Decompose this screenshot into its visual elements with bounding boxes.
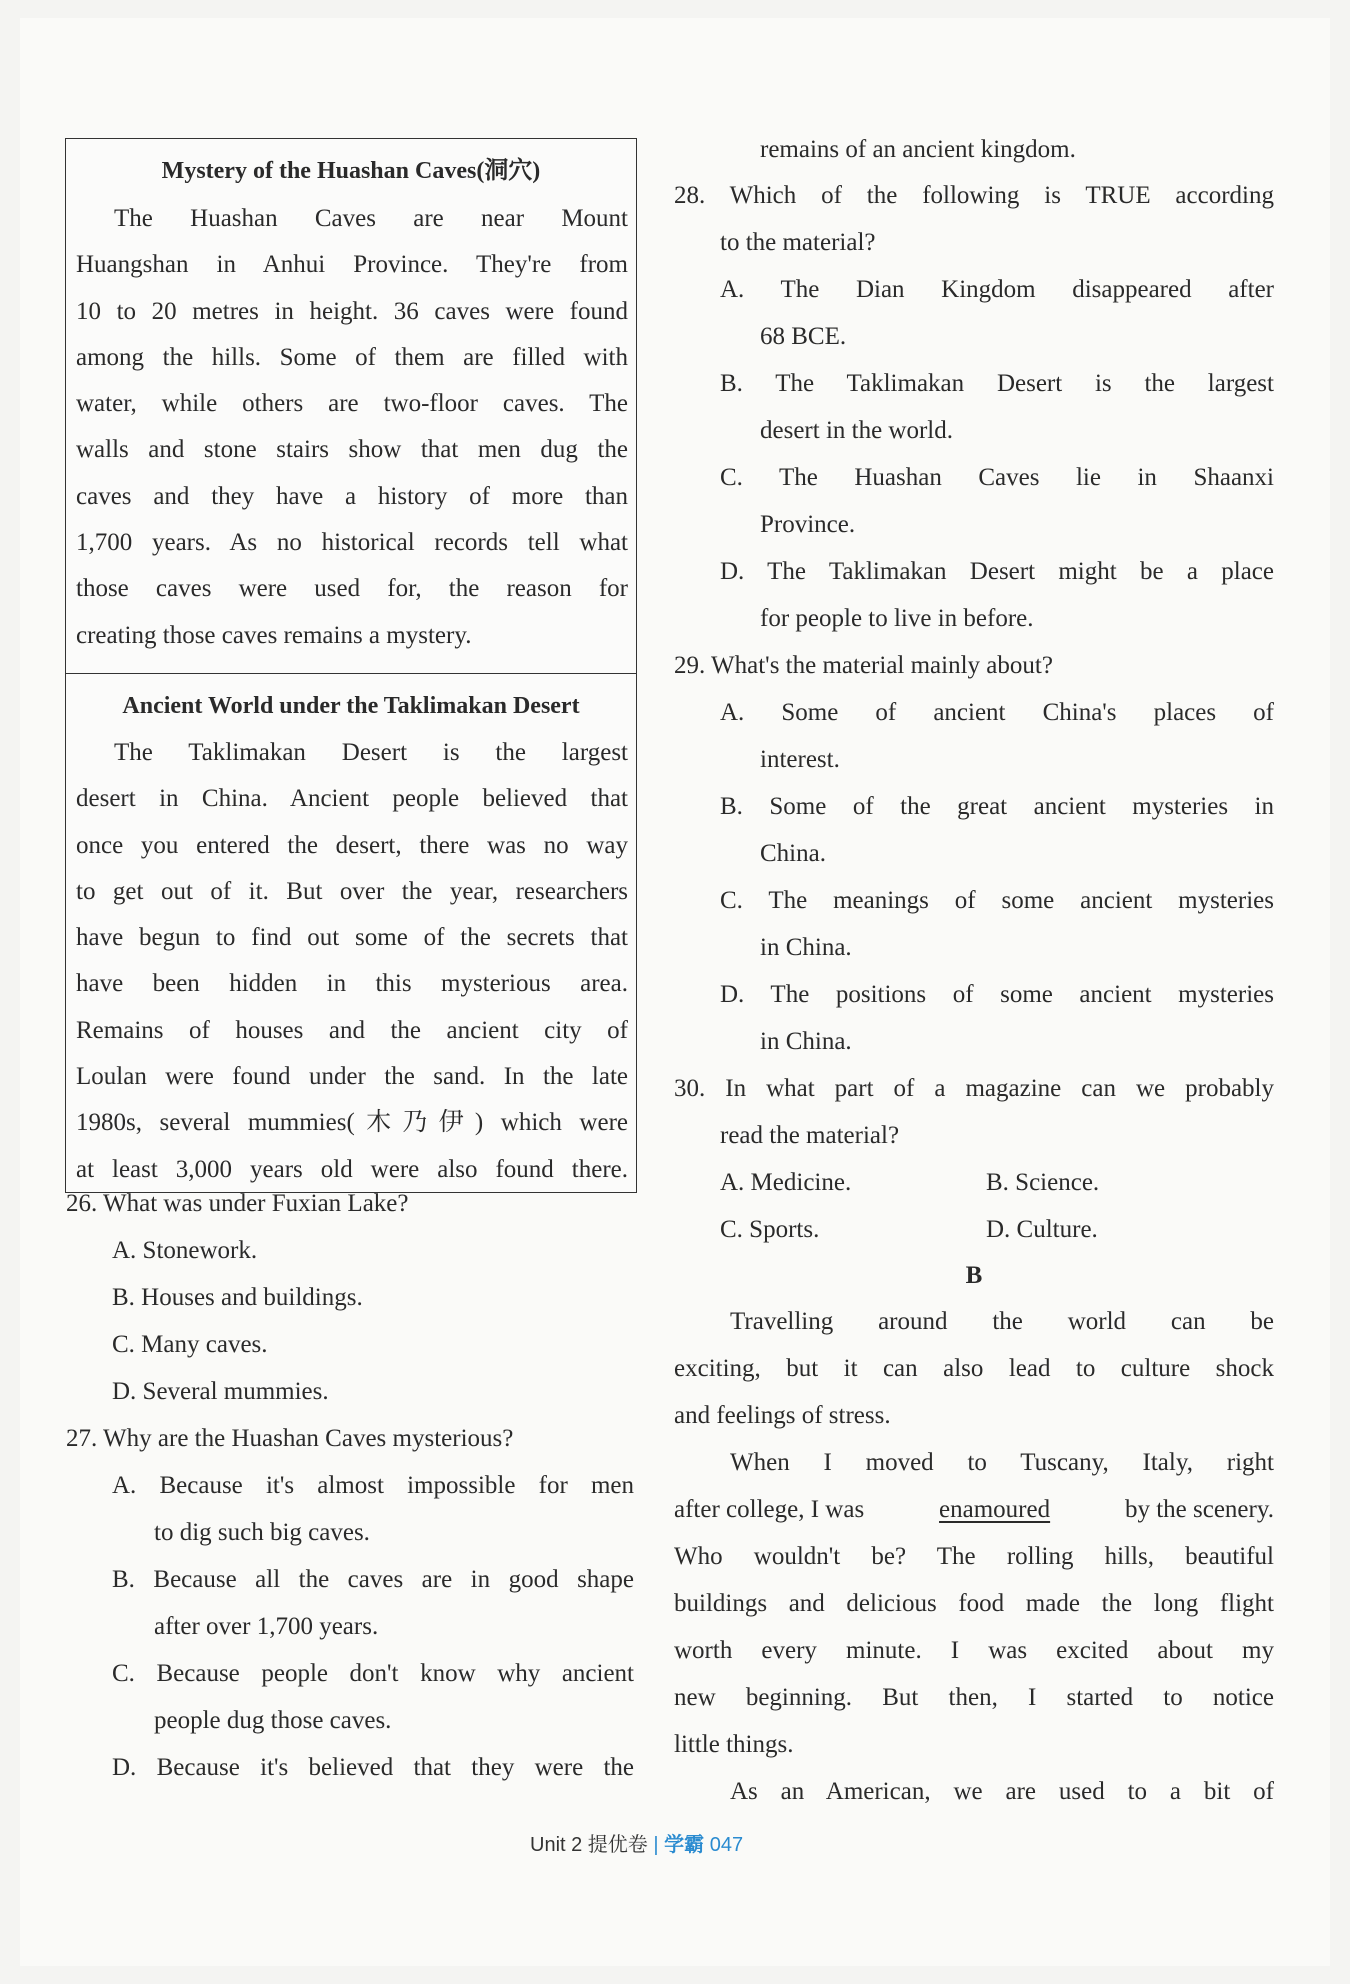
q27-option-a-cont: to dig such big caves. xyxy=(154,1519,370,1546)
box2-lines xyxy=(76,730,628,1193)
question-28-cont: to the material? xyxy=(720,229,876,256)
box1-line: 1,700 years. As no historical records tell what xyxy=(76,529,628,557)
q27-option-c: C. Because people don't know why ancient xyxy=(112,1660,634,1687)
question-28: 28. Which of the following is TRUE according xyxy=(674,182,1274,209)
box2-line: 1980s, several mummies(木乃伊) which were xyxy=(76,1109,628,1137)
passage-b-segment: by the scenery. xyxy=(1124,1496,1274,1523)
q30-option-b: B. Science. xyxy=(986,1169,1100,1196)
q29-option-b: B. Some of the great ancient mysteries in xyxy=(720,793,1274,820)
passage-b-line xyxy=(674,1492,1274,1528)
q27-option-c-cont: people dug those caves. xyxy=(154,1707,392,1734)
q28-option-d-cont: for people to live in before. xyxy=(760,605,1034,632)
worksheet-page xyxy=(20,18,1330,1966)
box2-line: Loulan were found under the sand. In the late xyxy=(76,1063,628,1091)
passage-b-line: buildings and delicious food made the long flight xyxy=(674,1590,1274,1617)
footer-brand: 学霸 xyxy=(664,1834,705,1856)
q27-option-b: B. Because all the caves are in good shape xyxy=(112,1566,634,1593)
q28-option-c-cont: Province. xyxy=(760,511,856,538)
passage-b-line: exciting, but it can also lead to culture shock xyxy=(674,1355,1274,1382)
section-b-heading: B xyxy=(965,1262,983,1289)
q28-option-c: C. The Huashan Caves lie in Shaanxi xyxy=(720,464,1274,491)
box2-line: have been hidden in this mysterious area. xyxy=(76,970,628,998)
box2-line: to get out of it. But over the year, researchers xyxy=(76,877,628,905)
box2-title: Ancient World under the Taklimakan Desert xyxy=(122,693,580,719)
box2-line: Remains of houses and the ancient city of xyxy=(76,1016,628,1044)
passage-b-line: Who wouldn't be? The rolling hills, beautiful xyxy=(674,1543,1274,1570)
q28-option-b: B. The Taklimakan Desert is the largest xyxy=(720,370,1274,397)
page-footer xyxy=(530,1828,743,1857)
passage-b-line: and feelings of stress. xyxy=(674,1402,891,1429)
passage-b-line: new beginning. But then, I started to notice xyxy=(674,1684,1274,1711)
passage-b-line: Travelling around the world can be xyxy=(730,1308,1274,1335)
q29-option-d: D. The positions of some ancient mysteries xyxy=(720,981,1274,1008)
q27-option-b-cont: after over 1,700 years. xyxy=(154,1613,379,1640)
q29-option-d-cont: in China. xyxy=(760,1028,852,1055)
box1-line: Huangshan in Anhui Province. They're from xyxy=(76,251,628,279)
q29-option-b-cont: China. xyxy=(760,840,826,867)
q27-option-a: A. Because it's almost impossible for men xyxy=(112,1472,634,1499)
q29-option-a: A. Some of ancient China's places of xyxy=(720,699,1274,726)
box1-line: among the hills. Some of them are filled with xyxy=(76,343,628,371)
q30-option-d: D. Culture. xyxy=(986,1216,1098,1243)
q29-option-c-cont: in China. xyxy=(760,934,852,961)
q26-option-d: D. Several mummies. xyxy=(112,1378,329,1405)
footer-unit: Unit 2 提优卷 xyxy=(530,1834,648,1856)
passage-b-line: When I moved to Tuscany, Italy, right xyxy=(730,1449,1274,1476)
q27-option-d: D. Because it's believed that they were the xyxy=(112,1754,634,1781)
passage-b-line: As an American, we are used to a bit of xyxy=(730,1778,1274,1805)
box1-lines xyxy=(76,196,628,659)
box2-line: once you entered the desert, there was no way xyxy=(76,831,628,859)
q28-option-d: D. The Taklimakan Desert might be a place xyxy=(720,558,1274,585)
q29-option-a-cont: interest. xyxy=(760,746,840,773)
question-30: 30. In what part of a magazine can we probably xyxy=(674,1075,1274,1102)
q30-option-a: A. Medicine. xyxy=(720,1169,852,1196)
q26-option-a: A. Stonework. xyxy=(112,1237,258,1264)
box1-line: The Huashan Caves are near Mount xyxy=(114,205,628,232)
question-27: 27. Why are the Huashan Caves mysterious? xyxy=(66,1425,514,1452)
question-26: 26. What was under Fuxian Lake? xyxy=(66,1190,409,1217)
passage-b-segment: after college, I was xyxy=(674,1496,865,1523)
box1-title: Mystery of the Huashan Caves(洞穴) xyxy=(161,158,541,184)
q30-option-c: C. Sports. xyxy=(720,1216,820,1243)
box2-line: desert in China. Ancient people believed that xyxy=(76,785,628,813)
passage-b-line: little things. xyxy=(674,1731,794,1758)
box1-line: 10 to 20 metres in height. 36 caves were found xyxy=(76,297,628,325)
q28-option-a: A. The Dian Kingdom disappeared after xyxy=(720,276,1274,303)
box2-line: The Taklimakan Desert is the largest xyxy=(114,739,628,766)
box2-line: have begun to find out some of the secrets that xyxy=(76,924,628,952)
q26-option-b: B. Houses and buildings. xyxy=(112,1284,363,1311)
q26-option-c: C. Many caves. xyxy=(112,1331,268,1358)
q27-option-d-cont: remains of an ancient kingdom. xyxy=(760,136,1076,163)
box1-line: water, while others are two-floor caves. The xyxy=(76,390,628,418)
box1-line: caves and they have a history of more than xyxy=(76,482,628,510)
question-29: 29. What's the material mainly about? xyxy=(674,652,1053,679)
box2-line: at least 3,000 years old were also found there. xyxy=(76,1155,628,1183)
box1-line: creating those caves remains a mystery. xyxy=(76,621,472,649)
box1-line: those caves were used for, the reason for xyxy=(76,575,628,603)
box1-line: walls and stone stairs show that men dug the xyxy=(76,436,628,464)
q28-option-a-cont: 68 BCE. xyxy=(760,323,847,350)
underlined-word: enamoured xyxy=(939,1496,1051,1523)
footer-divider: | xyxy=(653,1834,659,1856)
question-30-cont: read the material? xyxy=(720,1122,900,1149)
page-number: 047 xyxy=(709,1834,744,1856)
passage-b-line: worth every minute. I was excited about my xyxy=(674,1637,1274,1664)
q28-option-b-cont: desert in the world. xyxy=(760,417,954,444)
q29-option-c: C. The meanings of some ancient mysteries xyxy=(720,887,1274,914)
